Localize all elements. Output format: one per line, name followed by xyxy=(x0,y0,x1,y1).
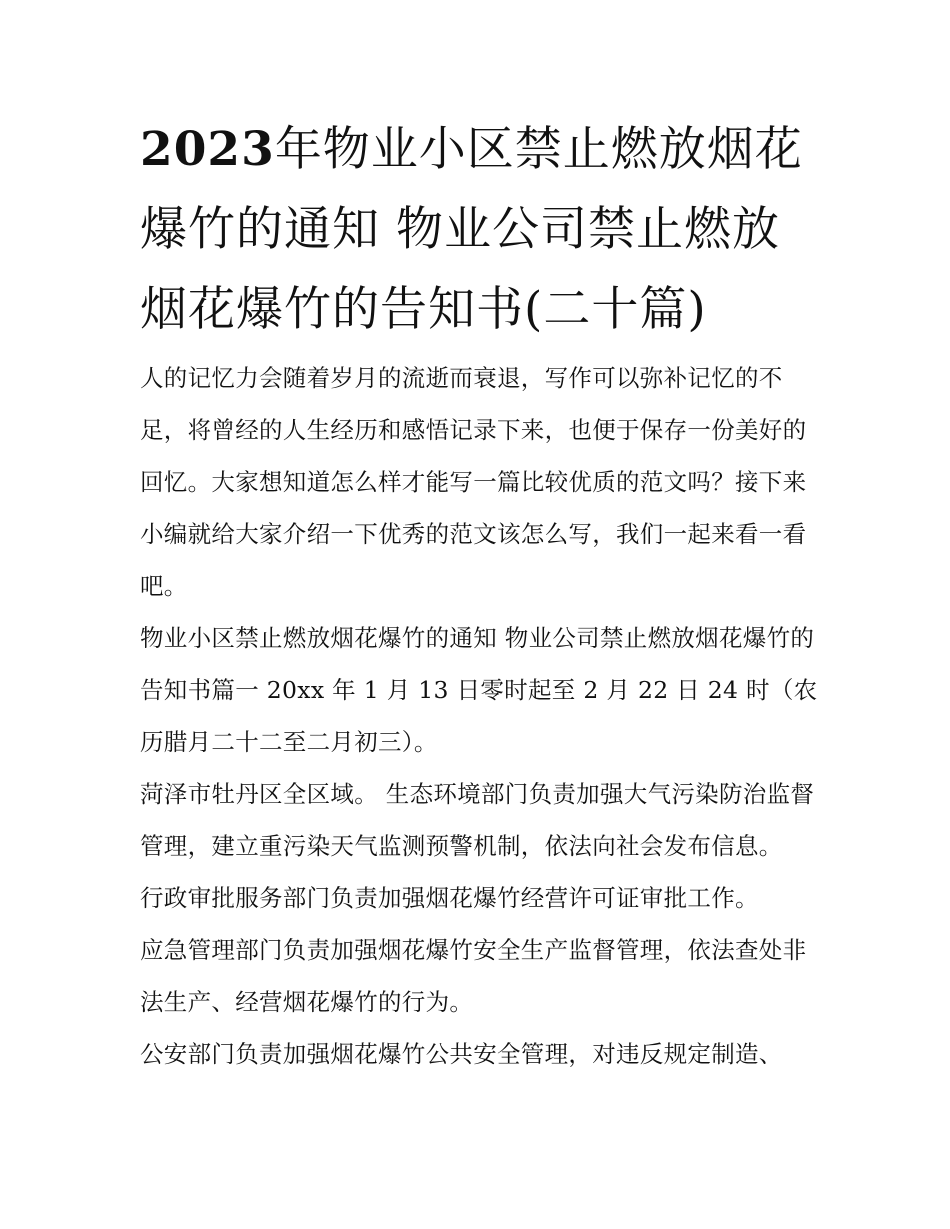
paragraph-emergency: 应急管理部门负责加强烟花爆竹安全生产监督管理，依法查处非法生产、经营烟花爆竹的行为。 xyxy=(140,936,807,1016)
document-title xyxy=(140,110,820,350)
title-year: 2023 xyxy=(140,122,275,177)
paragraph-intro: 人的记忆力会随着岁月的流逝而衰退，写作可以弥补记忆的不足，将曾经的人生经历和感悟记录下来，也便于保存一份美好的回忆。大家想知道怎么样才能写一篇比较优质的范文吗？接下来小编就给大家介绍一下优秀的范文该怎么写，我们一起来看一看吧。 xyxy=(140,364,807,600)
document-body xyxy=(140,352,820,1080)
paragraph-approval: 行政审批服务部门负责加强烟花爆竹经营许可证审批工作。 xyxy=(140,884,759,912)
paragraph-scope-environment: 菏泽市牡丹区全区域。 生态环境部门负责加强大气污染防治监督管理，建立重污染天气监测预警机制，依法向社会发布信息。 xyxy=(140,780,815,860)
paragraph-police: 公安部门负责加强烟花爆竹公共安全管理，对违反规定制造、 xyxy=(140,1040,783,1068)
paragraph-notice-period: 物业小区禁止燃放烟花爆竹的通知 物业公司禁止燃放烟花爆竹的告知书篇一 20xx 年 1 月 13 日零时起至 2 月 22 日 24 时（农历腊月二十二至二月初三）。 xyxy=(140,624,818,756)
title-text: 年物业小区禁止燃放烟花爆竹的通知 物业公司禁止燃放烟花爆竹的告知书(二十篇) xyxy=(140,122,803,337)
